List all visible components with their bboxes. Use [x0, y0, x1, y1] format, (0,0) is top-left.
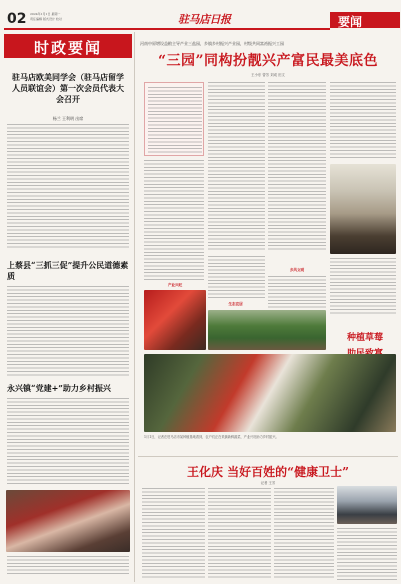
feature-photo-mural — [144, 290, 206, 350]
page-number: 02 — [7, 11, 27, 27]
bottom-rule — [138, 456, 398, 457]
subhead-culture: 乡风文明 — [289, 268, 305, 272]
lead-box — [144, 82, 204, 156]
edition-line: 责任编辑 版式设计 校对 — [30, 17, 62, 21]
section-tab — [330, 12, 400, 28]
lead-text — [148, 87, 202, 153]
feature-col-3b — [330, 258, 396, 314]
section-label: 要闻 — [338, 15, 363, 29]
feature-photo-main — [144, 354, 396, 432]
column-divider — [134, 32, 135, 582]
article1-subtitle: 杨兰 王利明 出席 — [52, 116, 84, 121]
article3-photo — [6, 490, 130, 552]
side-slogan-line1: 种植草莓 — [346, 333, 383, 343]
politics-banner — [4, 34, 132, 58]
feature-col-2b — [268, 276, 326, 308]
bottom-photo — [337, 486, 397, 524]
banner-label: 时政要闻 — [33, 39, 102, 57]
date-line: 2024年1月1日 星期一 — [30, 12, 61, 16]
bottom-col-4 — [337, 528, 397, 580]
feature-byline: 王小东 曾芳 刘成 田文 — [251, 73, 285, 77]
bottom-col-3 — [274, 488, 334, 580]
masthead-rule — [4, 28, 330, 30]
feature-col-0b — [144, 160, 204, 280]
feature-kicker: 河南中原增设益粮主导产业三盐园，乡镇乡村振兴产业园，村级共同富裕振兴工园 — [140, 41, 284, 46]
feature-col-1b — [208, 256, 265, 298]
masthead — [0, 0, 401, 28]
bottom-col-2 — [208, 488, 271, 580]
bottom-col-1 — [142, 488, 205, 580]
article2-headline: 上蔡县“三抓三促”提升公民道德素质 — [7, 260, 129, 281]
feature-col-3 — [330, 82, 396, 160]
article3-headline: 永兴镇“党建+”助力乡村振兴 — [7, 383, 111, 393]
bottom-byline: 记者 王芳 — [260, 481, 276, 485]
paper-name: 驻马店日报 — [178, 13, 231, 26]
feature-col-1 — [208, 82, 265, 252]
left-column — [4, 32, 132, 582]
feature-caption: 1月1日，记者在驻马店市某种植基地看到，农户们正在采摘新鲜蔬菜，产业兴旺助力乡村振兴。 — [144, 435, 279, 439]
subhead-ecology: 生态宜居 — [228, 302, 243, 306]
article2-body — [7, 286, 129, 376]
article1-headline: 驻马店欧美同学会（驻马店留学人员联谊会）第一次会员代表大会召开 — [12, 72, 124, 104]
article1-body — [7, 124, 129, 250]
feature-photo-strawberry — [330, 164, 396, 254]
article3-body — [7, 398, 129, 484]
feature-headline: “三园”同构扮靓兴产富民最美底色 — [157, 53, 379, 69]
feature-col-2 — [268, 82, 326, 252]
subhead-industry: 产业兴旺 — [167, 283, 183, 287]
bottom-headline: 王化庆 当好百姓的“健康卫士” — [187, 465, 349, 479]
feature-photo-field — [208, 310, 326, 350]
photo-caption — [7, 556, 129, 576]
